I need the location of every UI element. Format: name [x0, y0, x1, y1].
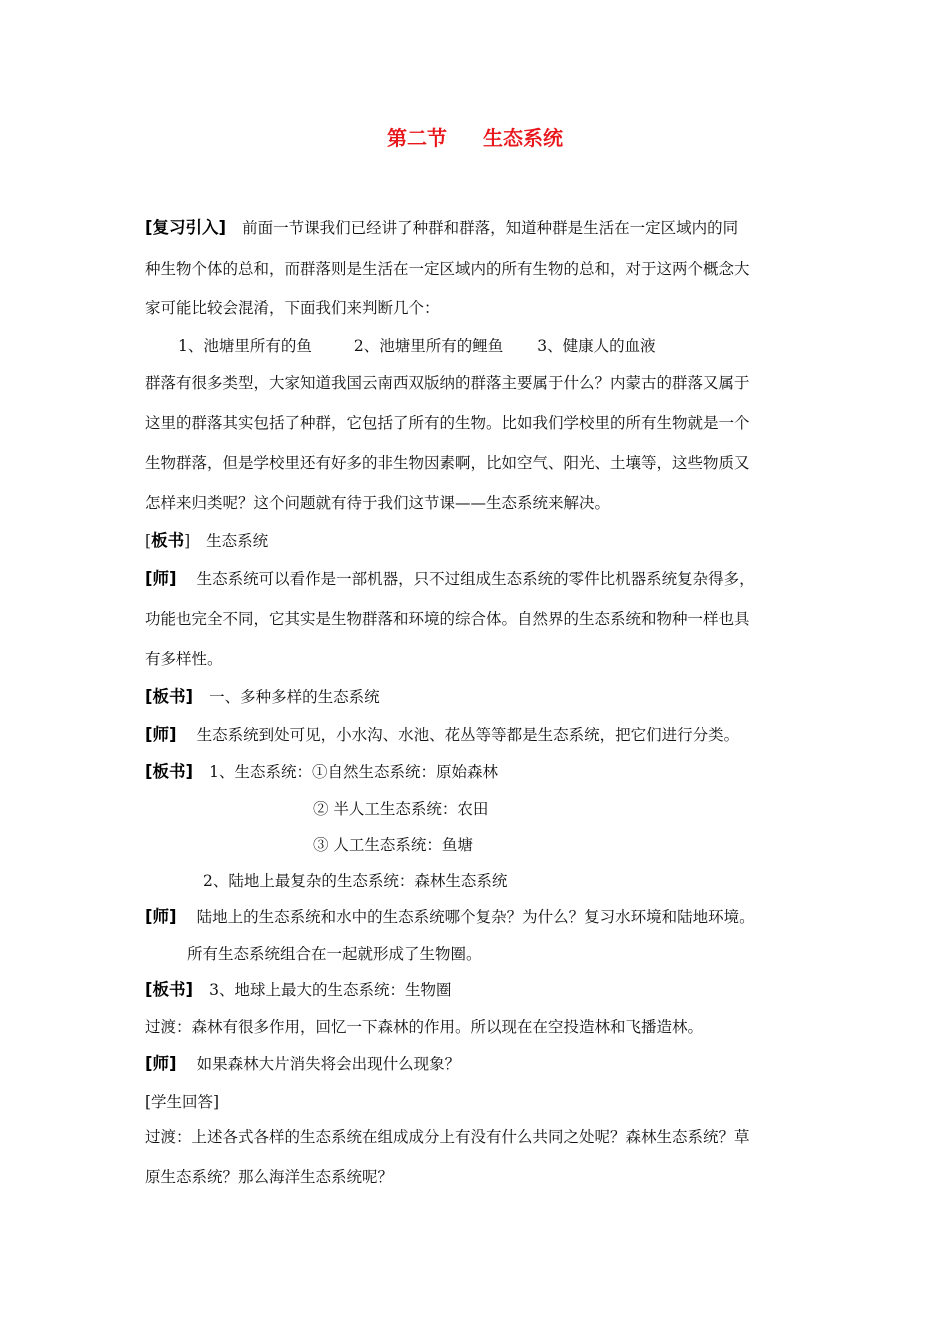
board-tag-open: [	[145, 532, 152, 550]
board-note-3-line-4: 2、陆地上最复杂的生态系统：森林生态系统	[203, 872, 508, 890]
question-2: 2、池塘里所有的鲤鱼	[353, 337, 504, 355]
board-note-3-line-2: ② 半人工生态系统：农田	[313, 800, 489, 818]
transition-1: 过渡：森林有很多作用，回忆一下森林的作用。所以现在在空投造林和飞播造林。	[145, 1018, 704, 1036]
teacher-text-4: 如果森林大片消失将会出现什么现象？	[196, 1055, 461, 1073]
teacher-tag: [师]	[145, 907, 177, 926]
teacher-note-1-line-1	[145, 569, 815, 589]
intro-line-4: 群落有很多类型，大家知道我国云南西双版纳的群落主要属于什么？内蒙古的群落又属于	[145, 374, 750, 392]
transition-2-line-1: 过渡：上述各式各样的生态系统在组成成分上有没有什么共同之处呢？森林生态系统？草	[145, 1128, 750, 1146]
intro-line-5: 这里的群落其实包括了种群，它包括了所有的生物。比如我们学校里的所有生物就是一个	[145, 414, 750, 432]
page-title	[0, 122, 950, 151]
board-note-3-line-3: ③ 人工生态系统：鱼塘	[313, 836, 473, 854]
intro-line-6: 生物群落，但是学校里还有好多的非生物因素啊，比如空气、阳光、土壤等，这些物质又	[145, 454, 750, 472]
board-tag-close: ]	[184, 532, 191, 550]
board-note-3-line-1	[145, 762, 815, 782]
section-number: 第二节	[387, 126, 447, 150]
board-note-2	[145, 687, 815, 707]
intro-line-7: 怎样来归类呢？这个问题就有待于我们这节课——生态系统来解决。	[145, 494, 611, 512]
intro-questions	[178, 336, 848, 356]
teacher-tag: [师]	[145, 725, 177, 744]
teacher-text-3: 陆地上的生态系统和水中的生态系统哪个复杂？为什么？复习水环境和陆地环境。	[196, 908, 755, 926]
teacher-note-3-line-1	[145, 907, 815, 927]
intro-line-1	[145, 218, 815, 238]
question-1: 1、池塘里所有的鱼	[178, 337, 312, 355]
board-text-4: 3、地球上最大的生态系统：生物圈	[209, 981, 452, 999]
teacher-note-1-line-3: 有多样性。	[145, 650, 223, 668]
teacher-text-1: 生态系统可以看作是一部机器，只不过组成生态系统的零件比机器系统复杂得多，	[196, 570, 755, 588]
teacher-text-2: 生态系统到处可见，小水沟、水池、花丛等等都是生态系统，把它们进行分类。	[196, 726, 740, 744]
board-tag-text: 板书	[151, 531, 185, 550]
teacher-note-1-line-2: 功能也完全不同，它其实是生物群落和环境的综合体。自然界的生态系统和物种一样也具	[145, 610, 750, 628]
student-answer: [学生回答]	[145, 1093, 220, 1111]
board-tag: [板书]	[145, 687, 194, 706]
section-title: 生态系统	[483, 126, 563, 150]
intro-text-1: 前面一节课我们已经讲了种群和群落，知道种群是生活在一定区域内的同	[242, 219, 739, 237]
intro-line-2: 种生物个体的总和，而群落则是生活在一定区域内的所有生物的总和，对于这两个概念大	[145, 260, 750, 278]
board-text-1: 生态系统	[206, 532, 269, 550]
board-note-1	[145, 531, 815, 551]
teacher-tag: [师]	[145, 569, 177, 588]
board-tag: [板书]	[145, 980, 194, 999]
teacher-note-2	[145, 725, 815, 745]
teacher-note-3-line-2: 所有生态系统组合在一起就形成了生物圈。	[187, 945, 482, 963]
teacher-note-4	[145, 1054, 815, 1074]
intro-tag: [复习引入]	[145, 218, 227, 237]
intro-line-3: 家可能比较会混淆，下面我们来判断几个：	[145, 299, 440, 317]
teacher-tag: [师]	[145, 1054, 177, 1073]
board-text-2: 一、多种多样的生态系统	[209, 688, 380, 706]
board-note-4	[145, 980, 815, 1000]
board-text-3-1: 1、生态系统：①自然生态系统：原始森林	[209, 763, 498, 781]
question-3: 3、健康人的血液	[537, 337, 656, 355]
board-tag: [板书]	[145, 762, 194, 781]
transition-2-line-2: 原生态系统？那么海洋生态系统呢？	[145, 1168, 394, 1186]
